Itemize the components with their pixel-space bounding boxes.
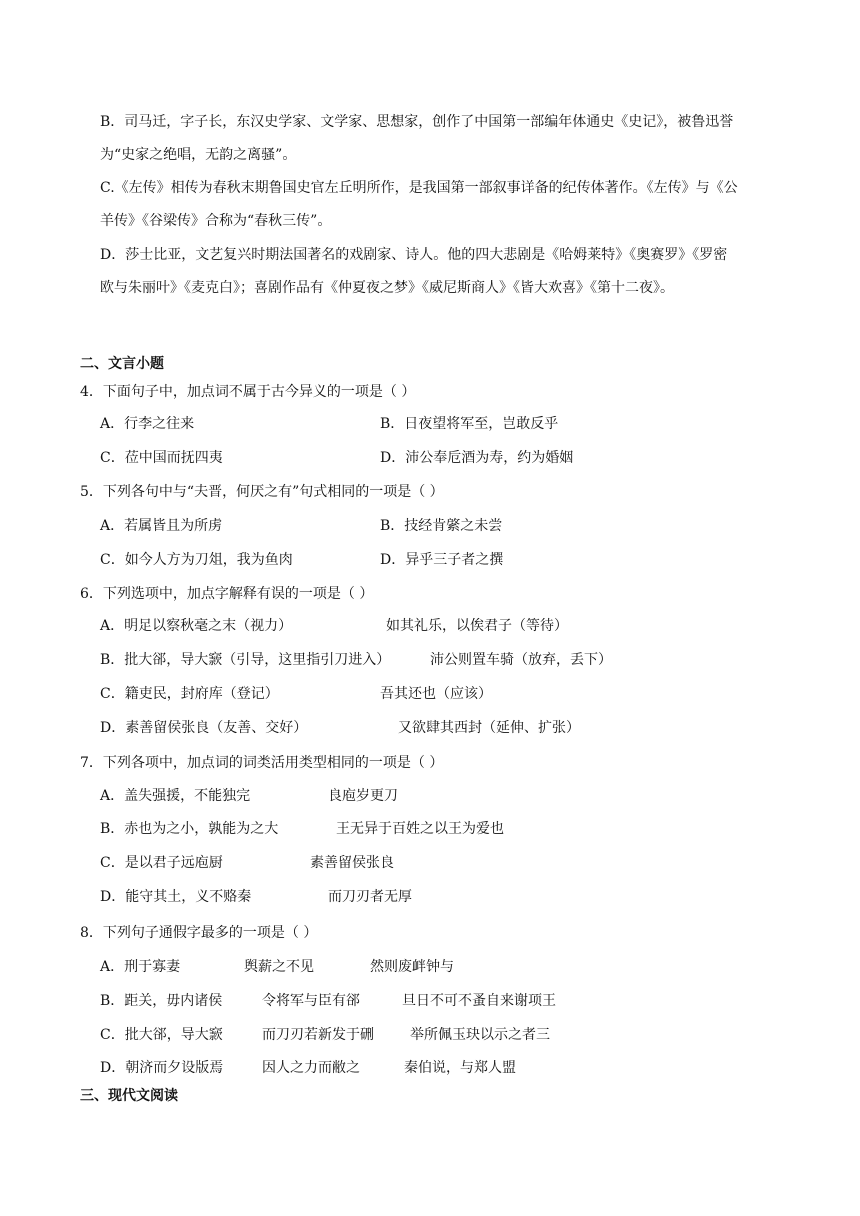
- q6-option-c-left: C．籍吏民，封府库（登记）: [100, 686, 279, 702]
- q8-option-b-3: 旦日不可不蚤自来谢项王: [402, 993, 556, 1009]
- q7-option-c-right: 素善留侯张良: [310, 855, 394, 871]
- option-d-line1: D．莎士比亚，文艺复兴时期法国著名的戏剧家、诗人。他的四大悲剧是《哈姆莱特》《奥赛罗》《罗密: [100, 247, 728, 263]
- option-c-line2: 羊传》《谷梁传》合称为“春秋三传”。: [100, 213, 332, 229]
- q8-option-c-1: C．批大郤，导大窾: [100, 1027, 223, 1043]
- q6-option-a-left: A．明足以察秋毫之末（视力）: [100, 618, 293, 634]
- q6-option-a-right: 如其礼乐，以俟君子（等待）: [386, 618, 568, 634]
- q8-option-d-1: D．朝济而夕设版焉: [100, 1060, 224, 1076]
- q4-option-b: B．日夜望将军至，岂敢反乎: [380, 416, 559, 432]
- section-title-classical: 二、文言小题: [80, 356, 164, 372]
- q7-option-d-left: D．能守其土，义不赂秦: [100, 889, 252, 905]
- q4-option-a: A．行李之往来: [100, 416, 195, 432]
- q6-option-d-right: 又欲肆其西封（延伸、扩张）: [398, 720, 580, 736]
- q5-option-b: B．技经肯綮之未尝: [380, 518, 503, 534]
- q8-option-b-2: 令将军与臣有郤: [262, 993, 360, 1009]
- q8-option-d-3: 秦伯说，与郑人盟: [404, 1060, 516, 1076]
- q8-option-d-2: 因人之力而敝之: [262, 1060, 360, 1076]
- q5-stem: 5．下列各句中与“夫晋，何厌之有”句式相同的一项是（ ）: [80, 484, 444, 500]
- option-c-line1: C.《左传》相传为春秋末期鲁国史官左丘明所作，是我国第一部叙事详备的纪传体著作。《左传》与《公: [100, 180, 738, 196]
- q7-option-c-left: C．是以君子远庖厨: [100, 855, 223, 871]
- q7-stem: 7．下列各项中，加点词的词类活用类型相同的一项是（ ）: [80, 755, 444, 771]
- q6-stem: 6．下列选项中，加点字解释有误的一项是（ ）: [80, 586, 374, 602]
- q5-option-d: D．异乎三子者之撰: [380, 552, 504, 568]
- q8-option-a-2: 舆薪之不见: [244, 959, 314, 975]
- q8-option-a-1: A．刑于寡妻: [100, 959, 181, 975]
- q7-option-a-left: A．盖失强援，不能独完: [100, 788, 251, 804]
- q7-option-b-left: B．赤也为之小，孰能为之大: [100, 821, 279, 837]
- q8-stem: 8．下列句子通假字最多的一项是（ ）: [80, 925, 318, 941]
- q6-option-b-right: 沛公则置车骑（放弃，丢下）: [430, 652, 612, 668]
- q4-option-d: D．沛公奉卮酒为寿，约为婚姻: [380, 450, 574, 466]
- q5-option-c: C．如今人方为刀俎，我为鱼肉: [100, 552, 293, 568]
- q6-option-d-left: D．素善留侯张良（友善、交好）: [100, 720, 308, 736]
- q5-option-a: A．若属皆且为所虏: [100, 518, 223, 534]
- q7-option-a-right: 良庖岁更刀: [328, 788, 398, 804]
- q6-option-c-right: 吾其还也（应该）: [380, 686, 492, 702]
- q6-option-b-left: B．批大郤，导大窾（引导，这里指引刀进入）: [100, 652, 391, 668]
- q8-option-b-1: B．距关，毋内诸侯: [100, 993, 223, 1009]
- option-d-line2: 欧与朱丽叶》《麦克白》；喜剧作品有《仲夏夜之梦》《威尼斯商人》《皆大欢喜》《第十二夜》。: [100, 280, 674, 296]
- q4-stem: 4．下面句子中，加点词不属于古今异义的一项是（ ）: [80, 384, 416, 400]
- q8-option-c-2: 而刀刃若新发于硎: [262, 1027, 374, 1043]
- q8-option-a-3: 然则废衅钟与: [370, 959, 454, 975]
- option-b-line2: 为“史家之绝唱，无韵之离骚”。: [100, 147, 297, 163]
- q7-option-b-right: 王无异于百姓之以王为爱也: [336, 821, 504, 837]
- q7-option-d-right: 而刀刃者无厚: [328, 889, 412, 905]
- q8-option-c-3: 举所佩玉玦以示之者三: [410, 1027, 550, 1043]
- section-title-modern: 三、现代文阅读: [80, 1088, 178, 1104]
- q4-option-c: C．莅中国而抚四夷: [100, 450, 223, 466]
- option-b-line1: B．司马迁，字子长，东汉史学家、文学家、思想家，创作了中国第一部编年体通史《史记》，被鲁迅誉: [100, 114, 734, 130]
